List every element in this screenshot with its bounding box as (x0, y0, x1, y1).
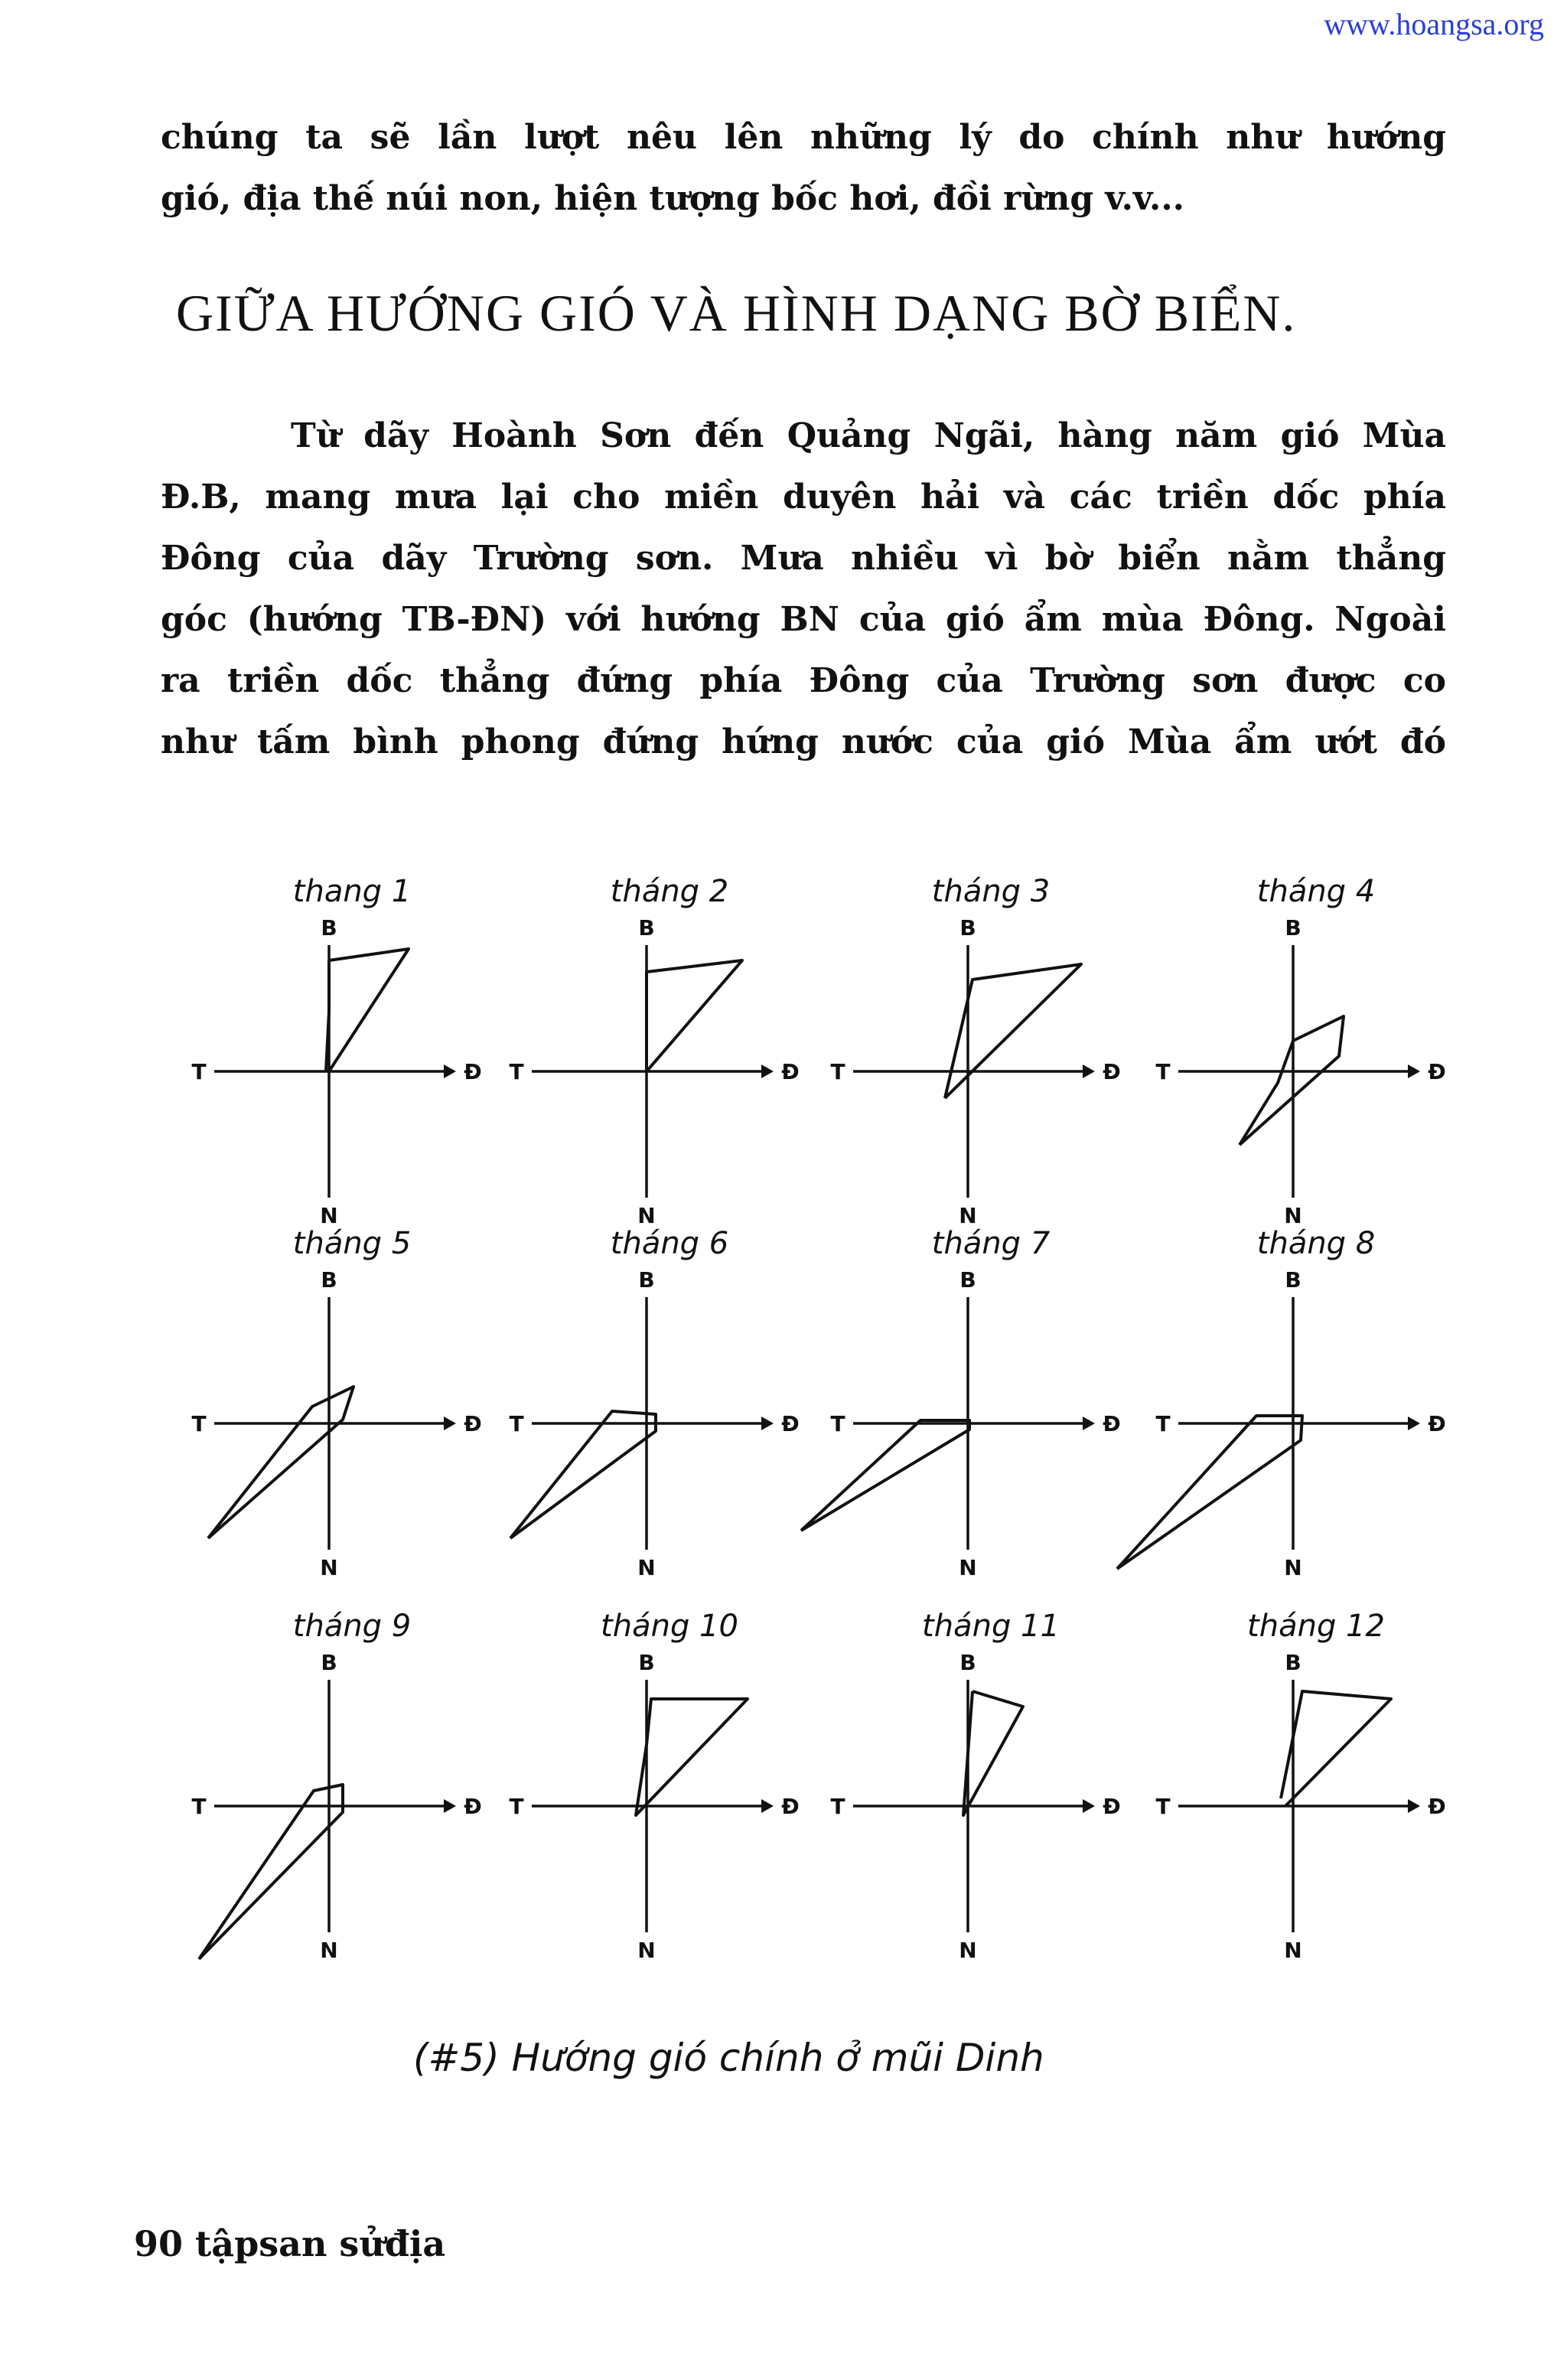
wind-shape (510, 1411, 656, 1538)
month-diagram (1117, 1226, 1446, 1580)
arrow-icon (1083, 1064, 1095, 1078)
wind-shape (326, 949, 409, 1071)
month-diagram (1155, 874, 1445, 1228)
axis-label-east: Đ (1428, 1411, 1446, 1436)
axis-label-west: T (191, 1794, 207, 1819)
text-line: như tấm bình phong đứng hứng nước của gió Mùa ẩm ướt đó (161, 722, 1446, 761)
month-label: tháng 2 (610, 874, 729, 909)
month-label: tháng 7 (931, 1226, 1051, 1261)
month-label: tháng 12 (1247, 1609, 1385, 1644)
month-diagram (1155, 1609, 1445, 1963)
axis-label-north: B (959, 1267, 976, 1293)
axis-label-east: Đ (781, 1059, 800, 1084)
axis-label-west: T (509, 1794, 524, 1819)
wind-direction-figure (0, 826, 1567, 2127)
axis-label-south: N (637, 1555, 656, 1580)
axis-label-west: T (830, 1794, 845, 1819)
axis-label-south: N (1284, 1938, 1302, 1963)
axis-label-west: T (1155, 1411, 1171, 1436)
month-label: tháng 3 (931, 874, 1051, 909)
axis-label-west: T (509, 1059, 524, 1084)
wind-shape (1240, 1016, 1344, 1145)
wind-shape (647, 960, 742, 1071)
axis-label-east: Đ (1428, 1794, 1446, 1819)
axis-label-north: B (638, 1267, 655, 1293)
text-line: Từ dãy Hoành Sơn đến Quảng Ngãi, hàng năm gió Mùa (291, 416, 1446, 455)
axis-label-south: N (1284, 1203, 1302, 1228)
text-line: Đ.B, mang mưa lại cho miền duyên hải và các triền dốc phía (161, 478, 1446, 517)
axis-label-north: B (321, 1267, 337, 1293)
month-label: tháng 8 (1256, 1226, 1376, 1261)
axis-label-west: T (830, 1059, 845, 1084)
axis-label-north: B (638, 1650, 655, 1675)
section-title: GIỮA HƯỚNG GIÓ VÀ HÌNH DẠNG BỜ BIỂN. (176, 284, 1297, 342)
axis-label-north: B (1285, 1267, 1301, 1293)
arrow-icon (1083, 1417, 1095, 1430)
month-label: tháng 4 (1256, 874, 1376, 909)
axis-label-east: Đ (781, 1411, 800, 1436)
arrow-icon (1408, 1799, 1420, 1813)
text-line: chúng ta sẽ lần lượt nêu lên những lý do chính như hướng (161, 118, 1446, 157)
page-footer: 90 tậpsan sửđịa (134, 2223, 446, 2264)
month-diagram (191, 874, 481, 1228)
month-diagram (830, 1609, 1120, 1963)
month-label: tháng 10 (601, 1609, 738, 1644)
month-diagram (509, 874, 799, 1228)
axis-label-north: B (1285, 1650, 1301, 1675)
arrow-icon (444, 1799, 456, 1813)
axis-label-south: N (320, 1938, 338, 1963)
month-diagram (191, 1226, 481, 1580)
wind-diagram-grid (0, 826, 1567, 2127)
arrow-icon (761, 1064, 774, 1078)
arrow-icon (761, 1417, 774, 1430)
month-diagram (830, 874, 1120, 1228)
arrow-icon (1408, 1064, 1420, 1078)
arrow-icon (444, 1417, 456, 1430)
month-label: tháng 6 (610, 1226, 729, 1261)
month-label: thang 1 (292, 874, 412, 909)
axis-label-east: Đ (1428, 1059, 1446, 1084)
axis-label-south: N (320, 1203, 338, 1228)
body-paragraph (161, 406, 1446, 773)
axis-label-south: N (637, 1203, 656, 1228)
month-diagram (509, 1609, 799, 1963)
axis-label-east: Đ (464, 1411, 482, 1436)
text-line: gió, địa thế núi non, hiện tượng bốc hơi, đồi rừng v.v... (161, 179, 1184, 218)
site-url[interactable]: www.hoangsa.org (1324, 7, 1544, 41)
axis-label-south: N (959, 1938, 977, 1963)
axis-label-west: T (830, 1411, 845, 1436)
wind-shape (208, 1387, 353, 1538)
text-line: ra triền dốc thẳng đứng phía Đông của Trường sơn được co (161, 661, 1446, 700)
month-label: tháng 5 (292, 1226, 412, 1261)
figure-caption: (#5) Hướng gió chính ở mũi Dinh (413, 2036, 1044, 2080)
arrow-icon (1408, 1417, 1420, 1430)
arrow-icon (1083, 1799, 1095, 1813)
axis-label-north: B (959, 1650, 976, 1675)
axis-label-east: Đ (1103, 1794, 1121, 1819)
axis-label-south: N (320, 1555, 338, 1580)
axis-label-south: N (637, 1938, 656, 1963)
wind-shape (1281, 1691, 1391, 1806)
wind-shape (199, 1785, 343, 1959)
axis-label-north: B (638, 915, 655, 941)
axis-label-east: Đ (464, 1794, 482, 1819)
axis-label-west: T (509, 1411, 524, 1436)
axis-label-north: B (321, 1650, 337, 1675)
axis-label-west: T (1155, 1059, 1171, 1084)
month-diagram (191, 1609, 481, 1963)
intro-paragraph (161, 107, 1446, 230)
axis-label-east: Đ (1103, 1059, 1121, 1084)
axis-label-south: N (959, 1555, 977, 1580)
wind-shape (945, 964, 1081, 1098)
month-diagram (509, 1226, 799, 1580)
axis-label-north: B (959, 915, 976, 941)
wind-shape (963, 1691, 1023, 1815)
axis-label-west: T (191, 1059, 207, 1084)
month-label: tháng 11 (922, 1609, 1060, 1644)
wind-shape (636, 1699, 748, 1815)
axis-label-south: N (959, 1203, 977, 1228)
month-label: tháng 9 (292, 1609, 412, 1644)
axis-label-east: Đ (464, 1059, 482, 1084)
axis-label-north: B (321, 915, 337, 941)
axis-label-west: T (1155, 1794, 1171, 1819)
month-diagram (801, 1226, 1121, 1580)
axis-label-east: Đ (781, 1794, 800, 1819)
wind-shape (801, 1420, 969, 1531)
text-line: Đông của dãy Trường sơn. Mưa nhiều vì bờ biển nằm thẳng (161, 539, 1446, 578)
wind-shape (1117, 1416, 1302, 1569)
axis-label-east: Đ (1103, 1411, 1121, 1436)
text-line: góc (hướng TB-ĐN) với hướng BN của gió ẩm mùa Đông. Ngoài (161, 600, 1446, 639)
arrow-icon (444, 1064, 456, 1078)
arrow-icon (761, 1799, 774, 1813)
axis-label-south: N (1284, 1555, 1302, 1580)
axis-label-west: T (191, 1411, 207, 1436)
axis-label-north: B (1285, 915, 1301, 941)
